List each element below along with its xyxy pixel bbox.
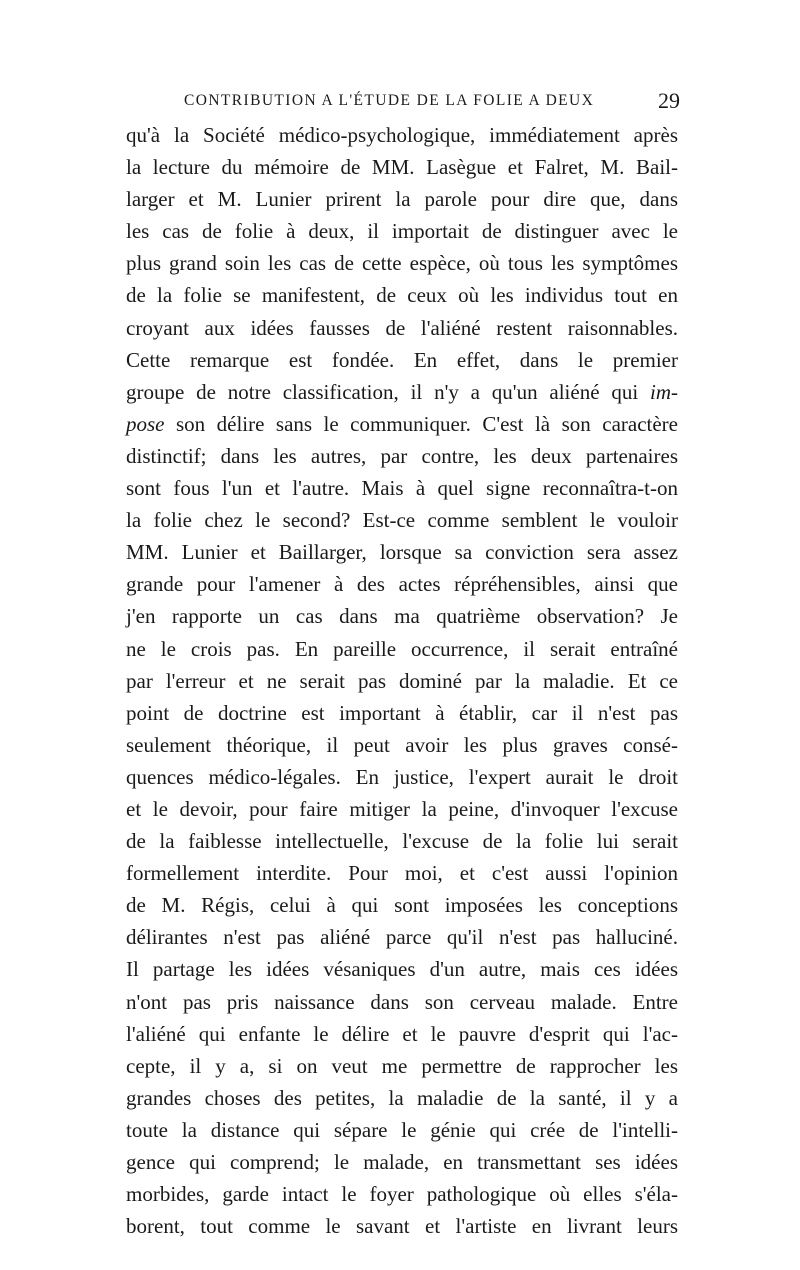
text-line: formellement interdite. Pour moi, et c'est aussi l'opinion <box>126 861 678 886</box>
text-line: la folie chez le second? Est-ce comme semblent le vouloir <box>126 508 678 533</box>
text-line: qu'à la Société médico-psychologique, immédiatement après <box>126 123 678 147</box>
text-line: et le devoir, pour faire mitiger la peine, d'invoquer l'excuse <box>126 796 678 821</box>
text-line: toute la distance qui sépare le génie qui crée de l'intelli- <box>126 1117 678 1142</box>
text-line: la lecture du mémoire de MM. Lasègue et Falret, M. Bail- <box>126 155 678 180</box>
text-line: plus grand soin les cas de cette espèce, où tous les symptômes <box>126 251 678 276</box>
text-line: de la folie se manifestent, de ceux où les individus tout en <box>126 283 678 308</box>
text-line: grande pour l'amener à des actes répréhensibles, ainsi que <box>126 572 678 597</box>
text-line: Cette remarque est fondée. En effet, dans le premier <box>126 347 678 372</box>
text-line: j'en rapporte un cas dans ma quatrième observation? Je <box>126 604 678 629</box>
text-line: point de doctrine est important à établir, car il n'est pas <box>126 700 678 725</box>
text-line: de la faiblesse intellectuelle, l'excuse de la folie lui serait <box>126 829 678 854</box>
text-line: délirantes n'est pas aliéné parce qu'il n'est pas halluciné. <box>126 925 678 950</box>
text-line: grandes choses des petites, la maladie de la santé, il y a <box>126 1085 678 1110</box>
text-line: croyant aux idées fausses de l'aliéné restent raisonnables. <box>126 315 678 340</box>
text-line: n'ont pas pris naissance dans son cerveau malade. Entre <box>126 989 678 1014</box>
text-line: l'aliéné qui enfante le délire et le pauvre d'esprit qui l'ac- <box>126 1021 678 1046</box>
text-line: par l'erreur et ne serait pas dominé par la maladie. Et ce <box>126 668 678 693</box>
text-line: morbides, garde intact le foyer pathologique où elles s'éla- <box>126 1182 678 1207</box>
text-line: sont fous l'un et l'autre. Mais à quel signe reconnaîtra-t-on <box>126 476 678 501</box>
text-line: gence qui comprend; le malade, en transmettant ses idées <box>126 1150 678 1174</box>
text-line: les cas de folie à deux, il importait de distinguer avec le <box>126 219 678 244</box>
page-number: 29 <box>658 88 680 113</box>
text-line: cepte, il y a, si on veut me permettre de rapprocher les <box>126 1053 678 1078</box>
running-title: CONTRIBUTION A L'ÉTUDE DE LA FOLIE A DEUX <box>184 92 595 109</box>
text-line: seulement théorique, il peut avoir les plus graves consé- <box>126 732 678 757</box>
text-line: Il partage les idées vésaniques d'un autre, mais ces idées <box>126 957 678 982</box>
text-line: de M. Régis, celui à qui sont imposées les conceptions <box>126 893 678 918</box>
text-line: pose son délire sans le communiquer. C'est là son caractère <box>126 411 678 436</box>
text-line: larger et M. Lunier prirent la parole pour dire que, dans <box>126 187 678 212</box>
text-line: quences médico-légales. En justice, l'expert aurait le droit <box>126 764 678 789</box>
text-line: MM. Lunier et Baillarger, lorsque sa conviction sera assez <box>126 540 678 565</box>
running-head <box>184 88 680 118</box>
text-line: distinctif; dans les autres, par contre, les deux partenaires <box>126 443 678 468</box>
text-line: groupe de notre classification, il n'y a qu'un aliéné qui im- <box>126 379 678 404</box>
text-line: ne le crois pas. En pareille occurrence, il serait entraîné <box>126 636 678 661</box>
body-text <box>126 119 678 1242</box>
text-line: borent, tout comme le savant et l'artiste en livrant leurs <box>126 1214 678 1239</box>
